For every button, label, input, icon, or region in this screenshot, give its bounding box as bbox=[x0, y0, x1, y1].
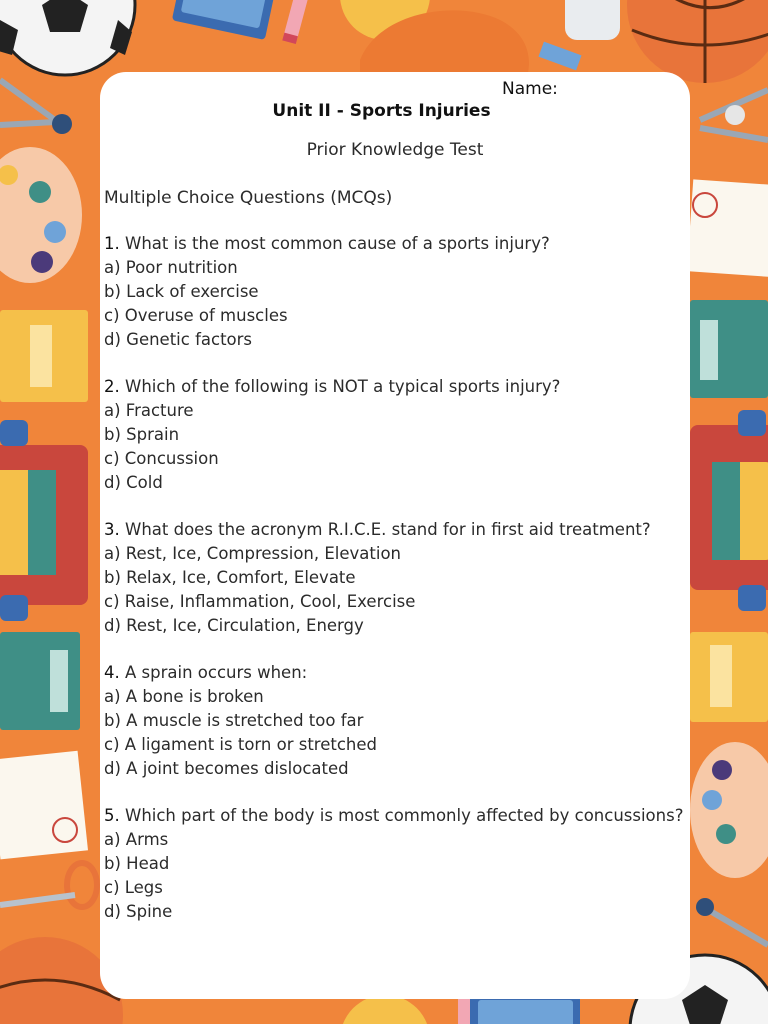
graded-paper-icon bbox=[0, 751, 88, 860]
section-heading: Multiple Choice Questions (MCQs) bbox=[104, 188, 393, 208]
bottle-icon bbox=[565, 0, 620, 40]
question-4 bbox=[104, 661, 684, 781]
answer-option: d) A joint becomes dislocated bbox=[104, 759, 349, 778]
question-prompt: What does the acronym R.I.C.E. stand for in first aid treatment? bbox=[125, 520, 651, 539]
crayon-icon bbox=[282, 0, 308, 44]
question-number: 3. bbox=[104, 520, 120, 539]
answer-option: a) A bone is broken bbox=[104, 687, 264, 706]
question-3 bbox=[104, 518, 684, 638]
book-icon bbox=[172, 0, 275, 40]
notebook-icon bbox=[0, 632, 80, 730]
backpack-icon bbox=[690, 410, 768, 611]
question-text bbox=[104, 518, 684, 542]
graded-paper-icon bbox=[687, 179, 768, 277]
question-number: 5. bbox=[104, 806, 120, 825]
answer-option: b) Head bbox=[104, 854, 170, 873]
answer-option: a) Fracture bbox=[104, 401, 194, 420]
backpack-icon bbox=[0, 420, 88, 621]
answer-option: a) Arms bbox=[104, 830, 169, 849]
scissors-icon bbox=[0, 863, 97, 907]
question-number: 4. bbox=[104, 663, 120, 682]
question-text bbox=[104, 804, 684, 828]
answer-option: c) Raise, Inflammation, Cool, Exercise bbox=[104, 592, 416, 611]
answer-option: d) Rest, Ice, Circulation, Energy bbox=[104, 616, 364, 635]
paint-palette-icon bbox=[0, 147, 82, 283]
compass-icon bbox=[696, 898, 768, 945]
question-text bbox=[104, 232, 684, 256]
question-text bbox=[104, 661, 684, 685]
question-2 bbox=[104, 375, 684, 495]
answer-option: c) Concussion bbox=[104, 449, 219, 468]
answer-option: b) Relax, Ice, Comfort, Elevate bbox=[104, 568, 356, 587]
answer-option: d) Genetic factors bbox=[104, 330, 253, 349]
question-number: 1. bbox=[104, 234, 120, 253]
question-1 bbox=[104, 232, 684, 352]
answer-option: c) Legs bbox=[104, 878, 163, 897]
compass-icon bbox=[0, 80, 72, 134]
question-5 bbox=[104, 804, 684, 924]
answer-option: b) Lack of exercise bbox=[104, 282, 259, 301]
answer-option: c) A ligament is torn or stretched bbox=[104, 735, 378, 754]
answer-option: b) Sprain bbox=[104, 425, 180, 444]
page-title: Unit II - Sports Injuries bbox=[272, 101, 491, 121]
name-label: Name: bbox=[502, 79, 558, 99]
notebook-icon bbox=[0, 310, 88, 402]
question-prompt: Which of the following is NOT a typical sports injury? bbox=[125, 377, 561, 396]
book-icon bbox=[470, 995, 580, 1024]
question-prompt: A sprain occurs when: bbox=[125, 663, 308, 682]
ruler-icon bbox=[538, 42, 581, 71]
answer-option: c) Overuse of muscles bbox=[104, 306, 288, 325]
notebook-icon bbox=[690, 632, 768, 722]
basketball-icon bbox=[627, 0, 768, 83]
answer-option: a) Poor nutrition bbox=[104, 258, 238, 277]
answer-option: b) A muscle is stretched too far bbox=[104, 711, 364, 730]
worksheet-card bbox=[100, 72, 690, 999]
question-number: 2. bbox=[104, 377, 120, 396]
question-list bbox=[104, 232, 684, 947]
answer-option: d) Spine bbox=[104, 902, 173, 921]
page-subtitle: Prior Knowledge Test bbox=[306, 140, 484, 160]
crayon-icon bbox=[458, 995, 470, 1024]
question-text bbox=[104, 375, 684, 399]
compass-icon bbox=[700, 90, 768, 140]
tennis-ball-icon bbox=[340, 995, 430, 1024]
answer-option: d) Cold bbox=[104, 473, 163, 492]
notebook-icon bbox=[690, 300, 768, 398]
question-prompt: What is the most common cause of a sports injury? bbox=[125, 234, 550, 253]
question-prompt: Which part of the body is most commonly affected by concussions? bbox=[125, 806, 684, 825]
soccer-ball-icon bbox=[0, 0, 135, 75]
answer-option: a) Rest, Ice, Compression, Elevation bbox=[104, 544, 401, 563]
paint-palette-icon bbox=[690, 742, 768, 878]
